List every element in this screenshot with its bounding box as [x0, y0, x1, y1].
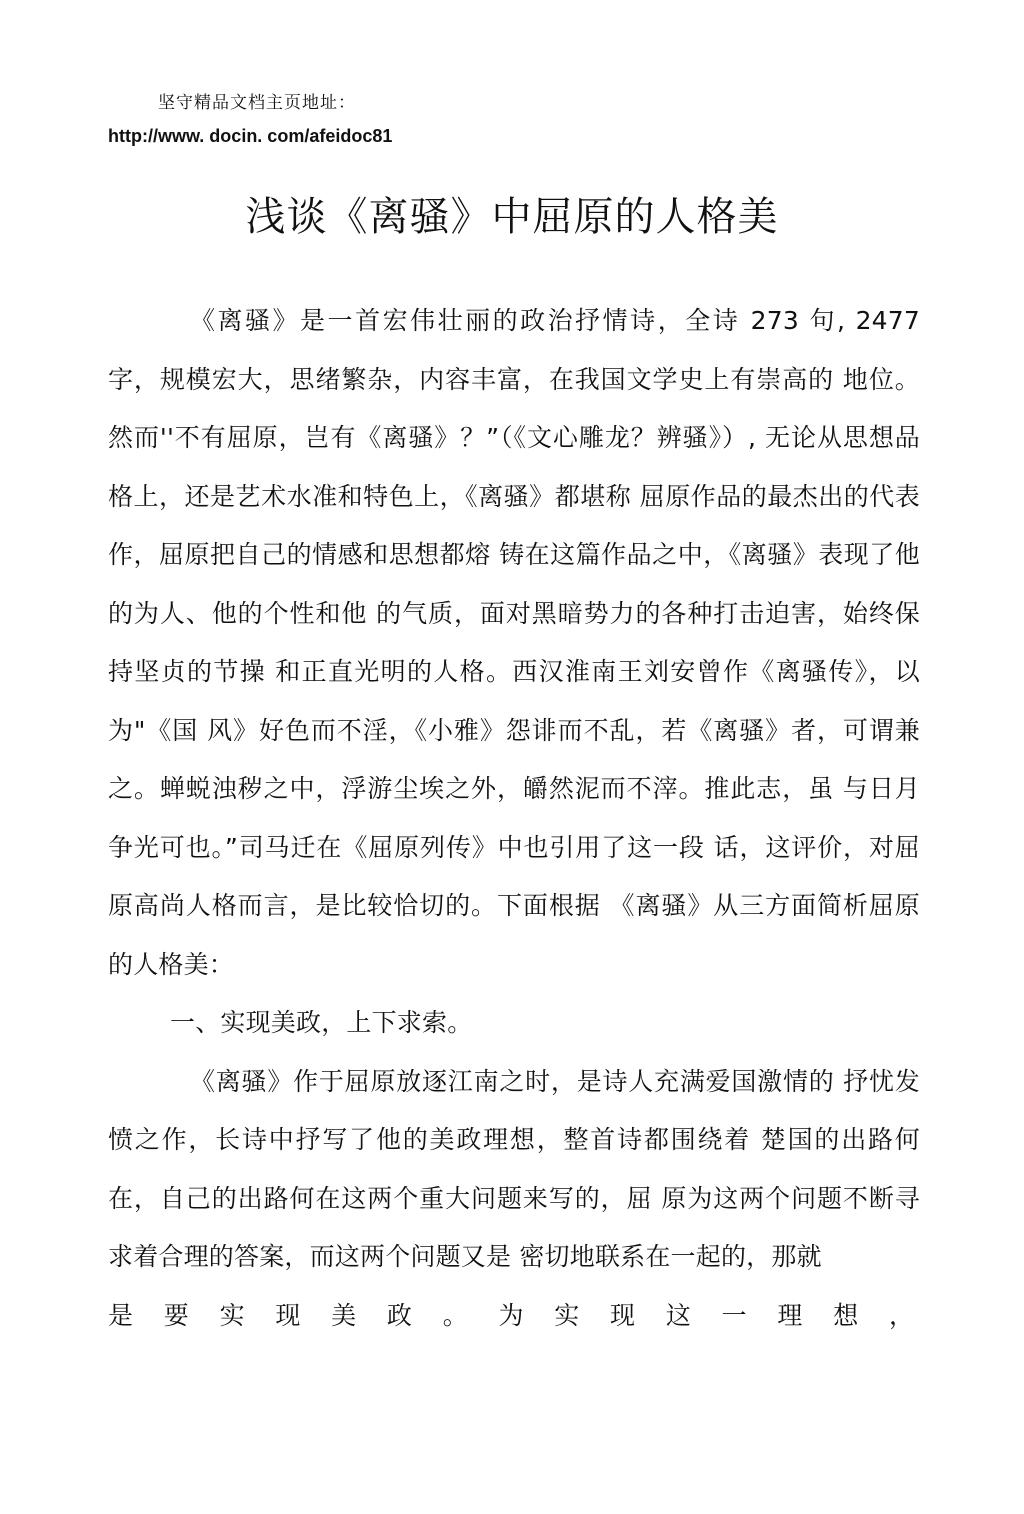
section-heading-1: 一、实现美政，上下求索。 [170, 1008, 473, 1037]
paragraph-section-1: 《离骚》作于屈原放逐江南之时，是诗人充满爱国激情的 抒忧发愤之作，长诗中抒写了他的美政理想，整首诗都围绕着 楚国的出路何在，自己的出路何在这两个重大问题来写的，屈 原为这两个问题不断寻求着合理的答案，而这两个问题又是 密切地联系在一起的，那就 [108, 1066, 920, 1271]
page-title: 浅谈《离骚》中屈原的人格美 [245, 194, 779, 240]
header-url[interactable]: http://www. docin. com/afeidoc81 [108, 126, 393, 146]
paragraph-section-1-last-line: 是要实现美政。为实现这一理想， [108, 1300, 920, 1330]
header-label: 坚守精品文档主页地址： [158, 93, 356, 113]
paragraph-intro: 《离骚》是一首宏伟壮丽的政治抒情诗，全诗 273 句, 2477 字，规模宏大，思绪繁杂，内容丰富，在我国文学史上有崇高的 地位。然而''不有屈原，岂有《离骚》？”（《文心雕龙？辨骚》）, 无论从思想品格上，还是艺术水准和特色上，《离骚》都堪称 屈原作品的最杰出的代表作，屈原把自己的情感和思想都熔 铸在这篇作品之中，《离骚》表现了他的为人、他的个性和他 的气质，面对黑暗势力的各种打击迫害，始终保持坚贞的节操 和正直光明的人格。西汉淮南王刘安曾作《离骚传》，以为"《国 风》好色而不淫，《小雅》怨诽而不乱，若《离骚》者，可谓兼 之。蝉蜕浊秽之中，浮游尘埃之外，皭然泥而不滓。推此志，虽 与日月争光可也。”司马迁在《屈原列传》中也引用了这一段 话，这评价，对屈原高尚人格而言，是比较恰切的。下面根据 《离骚》从三方面简析屈原的人格美： [108, 306, 920, 979]
body-text [108, 292, 920, 1345]
